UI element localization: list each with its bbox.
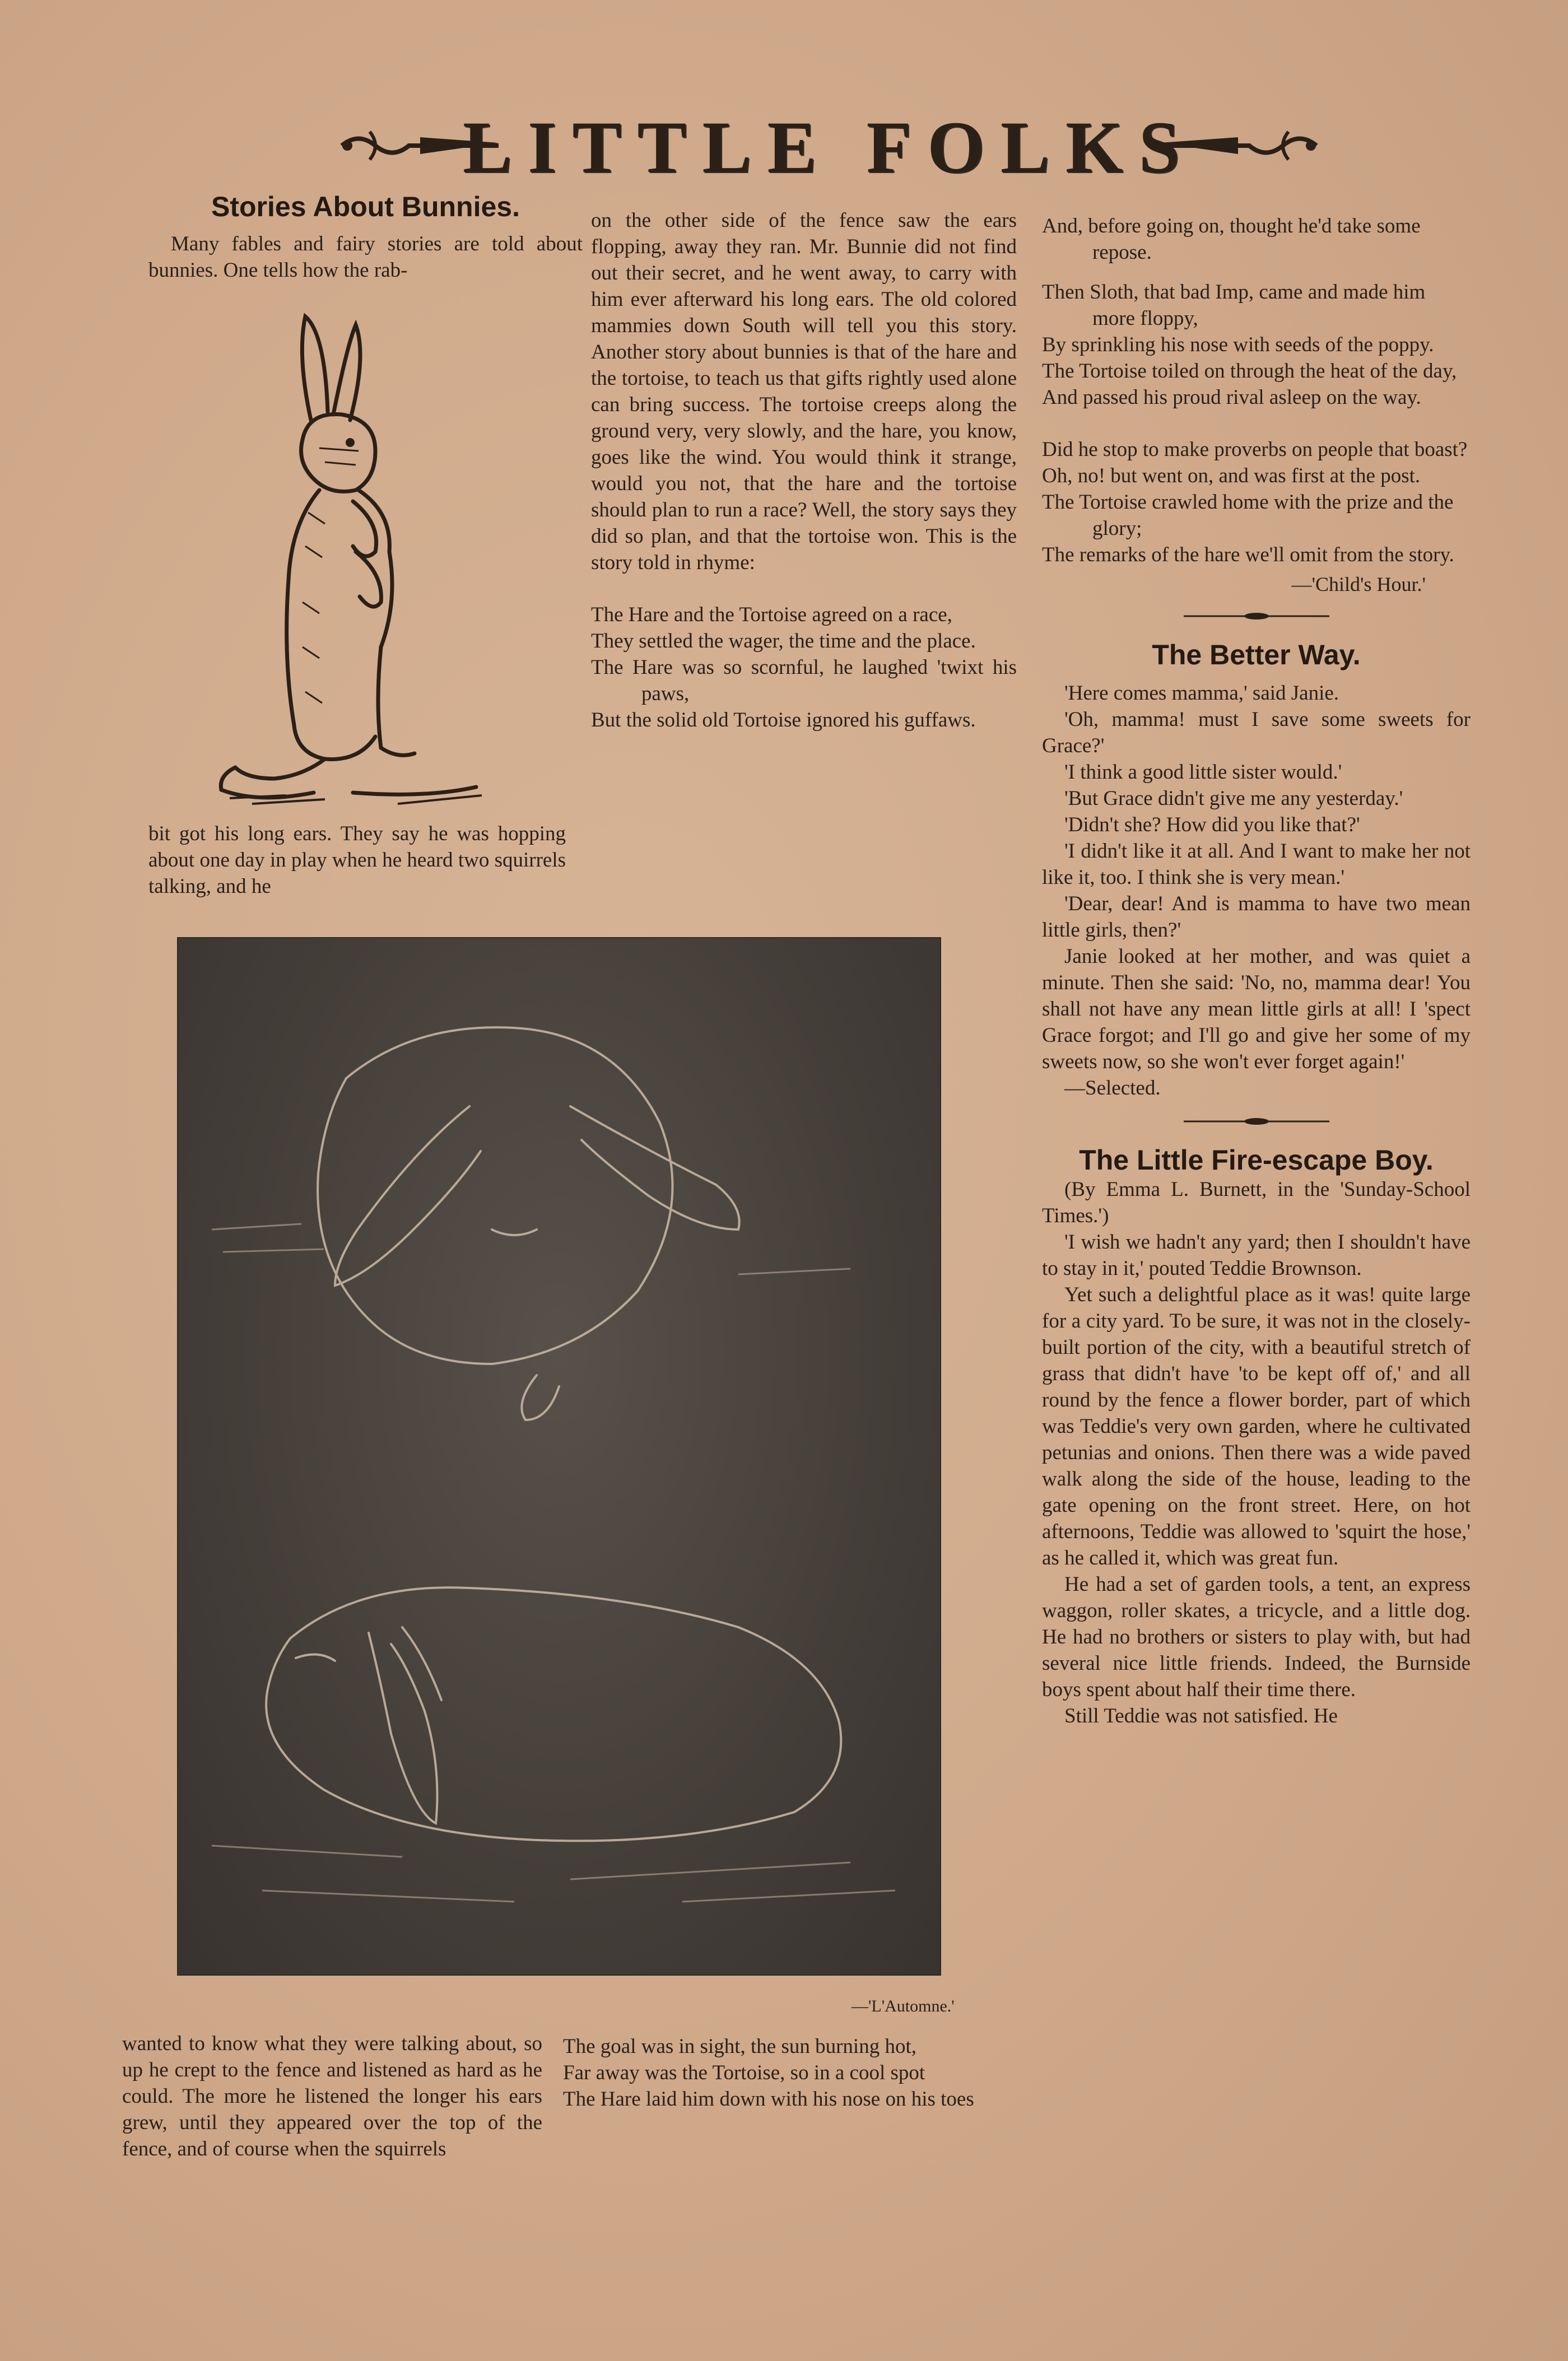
bunnies-para-3: wanted to know what they were talking about, so up he crept to the fence and listened as hard as he could. The more he listened the longer his ears grew, until they appeared over the top of the fence, and of course when the squirrels: [122, 2032, 542, 2160]
verse-d: [1042, 436, 1471, 568]
better-way-para: 'Oh, mamma! must I save some sweets for Grace?': [1042, 708, 1471, 757]
two-rabbits-engraving: [178, 938, 940, 1975]
better-way-para: 'I didn't like it at all. And I want to make her not like it, too. I think she is very mean.': [1042, 840, 1471, 889]
better-way-para: 'Dear, dear! And is mamma to have two mean little girls, then?': [1042, 892, 1471, 942]
bunnies-para-2: bit got his long ears. They say he was hopping about one day in play when he heard two squirrels talking, and he: [148, 822, 566, 898]
verse-line: The Hare laid him down with his nose on his toes: [563, 2088, 974, 2111]
verse-line: But the solid old Tortoise ignored his guffaws.: [591, 709, 976, 732]
standing-rabbit-illustration: [213, 311, 515, 815]
fire-escape-byline: (By Emma L. Burnett, in the 'Sunday-School Times.'): [1042, 1178, 1471, 1227]
verse-line: Oh, no! but went on, and was first at the post.: [1042, 464, 1421, 487]
bunnies-column-2-bottom: [563, 2033, 994, 2112]
masthead-title: LITTLE FOLKS: [462, 106, 1196, 188]
better-way-para: Janie looked at her mother, and was quiet a minute. Then she said: 'No, no, mamma dear! You shall not have any mean little girls at all! I 'spect Grace forgot; and I'll go and give her some of my sweets now, so she won't ever forget again!': [1042, 945, 1471, 1073]
verse-line: Far away was the Tortoise, so in a cool spot: [563, 2061, 925, 2084]
bunnies-heading: Stories About Bunnies.: [211, 191, 520, 222]
bunnies-col2-text: on the other side of the fence saw the ears flopping, away they ran. Mr. Bunnie did not find out their secret, and he went away, to carry with him ever afterward his long ears. The old colored mammies down South will tell you this story. Another story about bunnies is that of the hare and the tortoise, to teach us that gifts rightly used alone can bring success. The tortoise creeps along the ground very, very slowly, and the hare, you know, goes like the wind. You would think it strange, would you not, that the hare and the tortoise should plan to run a race? Well, the story says they did so plan, and that the tortoise won. This is the story told in rhyme:: [591, 209, 1017, 574]
fire-escape-para: He had a set of garden tools, a tent, an express waggon, roller skates, a tricycle, and a little dog. He had no brothers or sisters to play with, but had several nice little friends. Indeed, the Burnside boys spent about half their time there.: [1042, 1573, 1471, 1701]
section-divider: [1184, 611, 1329, 622]
verse-line: They settled the wager, the time and the place.: [591, 630, 976, 653]
verse-line: The Tortoise crawled home with the prize and the glory;: [1042, 491, 1454, 540]
fire-escape-para: 'I wish we hadn't any yard; then I shouldn't have to stay in it,' pouted Teddie Brownson.: [1042, 1231, 1471, 1280]
verse-line: Then Sloth, that bad Imp, came and made him more floppy,: [1042, 281, 1426, 330]
photo-credit: —'L'Automne.': [852, 1997, 955, 2015]
better-way-para: 'Here comes mamma,' said Janie.: [1064, 682, 1339, 705]
bunnies-column-1-bottom: [122, 2031, 542, 2162]
better-way-story: [1042, 639, 1471, 1101]
bunnies-intro: Many fables and fairy stories are told about bunnies. One tells how the rab-: [148, 232, 583, 282]
bunnies-column-1: [148, 190, 583, 283]
verse-line: And, before going on, thought he'd take some repose.: [1042, 215, 1421, 264]
verse-line: The Hare and the Tortoise agreed on a race,: [591, 603, 952, 626]
better-way-heading: The Better Way.: [1152, 639, 1361, 670]
verse-c: [1042, 213, 1471, 411]
fire-escape-story: [1042, 1144, 1471, 1729]
better-way-para: 'I think a good little sister would.': [1064, 761, 1342, 784]
verse-line: The Hare was so scornful, he laughed 'twixt his paws,: [591, 656, 1017, 705]
verse-line: Did he stop to make proverbs on people that boast?: [1042, 438, 1468, 461]
better-way-para: 'But Grace didn't give me any yesterday.': [1064, 787, 1403, 810]
left-flourish-ornament: [336, 120, 504, 171]
verse-line: The Tortoise toiled on through the heat of the day,: [1042, 360, 1457, 383]
masthead: [336, 98, 1322, 196]
bunnies-credit: —'Child's Hour.': [1291, 573, 1426, 595]
verse-a: [591, 602, 1017, 733]
bunnies-column-3: [1042, 213, 1471, 1729]
verse-line: The remarks of the hare we'll omit from the story.: [1042, 543, 1454, 566]
better-way-para: 'Didn't she? How did you like that?': [1064, 813, 1360, 836]
fire-escape-heading: The Little Fire-escape Boy.: [1079, 1144, 1434, 1176]
verse-line: By sprinkling his nose with seeds of the poppy.: [1042, 333, 1434, 356]
bunnies-column-1-lower: [148, 821, 566, 900]
better-way-credit: —Selected.: [1064, 1077, 1161, 1100]
rabbit-outlines: [178, 938, 940, 1975]
fire-escape-para: Still Teddie was not satisfied. He: [1064, 1705, 1338, 1727]
bunnies-column-2: [591, 207, 1017, 733]
right-flourish-ornament: [1154, 120, 1322, 171]
verse-line: And passed his proud rival asleep on the way.: [1042, 386, 1421, 409]
section-divider: [1184, 1116, 1329, 1127]
verse-line: The goal was in sight, the sun burning hot,: [563, 2035, 916, 2058]
fire-escape-para: Yet such a delightful place as it was! quite large for a city yard. To be sure, it was not in the closely-built portion of the city, with a beautiful stretch of grass that didn't have 'to be kept off of,' and all round by the fence a flower border, part of which was Teddie's very own garden, where he cultivated petunias and onions. Then there was a wide paved walk along the side of the house, leading to the gate opening on the front street. Here, on hot afternoons, Teddie was allowed to 'squirt the hose,' as he called it, which was great fun.: [1042, 1283, 1471, 1570]
